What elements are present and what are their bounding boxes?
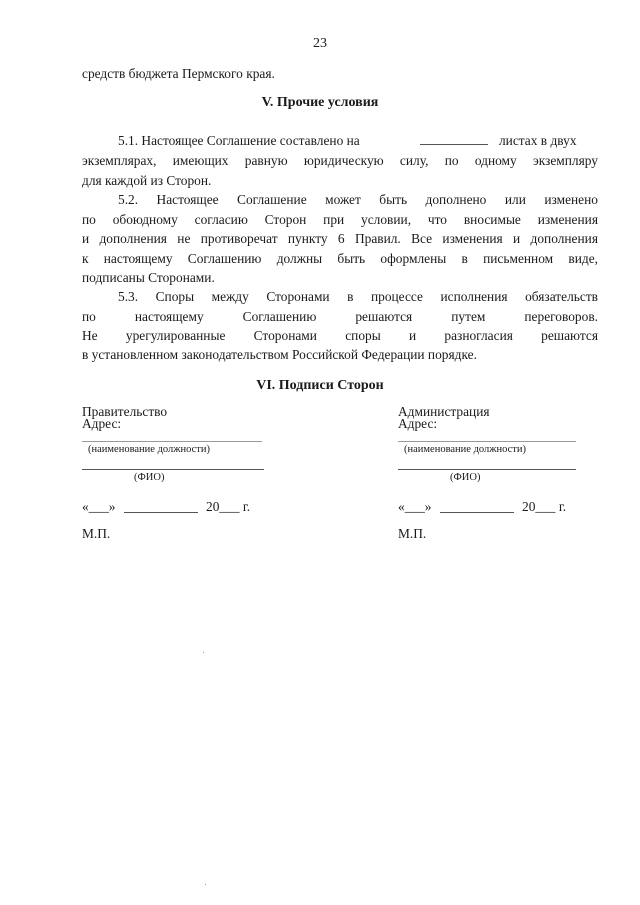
left-date-year: 20___ г. [206,499,251,514]
para-5-1-line-1a: 5.1. Настоящее Соглашение составлено на [118,133,360,148]
para-5-1-line-1b: листах в двух [499,133,577,148]
para-5-2-line-5: подписаны Сторонами. [82,270,215,285]
right-seal: М.П. [398,526,427,541]
scan-speck [205,884,206,885]
left-address-label: Адрес: [82,416,122,431]
right-fio-caption: (ФИО) [450,472,481,483]
right-date-year: 20___ г. [522,499,567,514]
right-position-caption: (наименование должности) [404,444,527,455]
right-date-day: «___» [398,499,432,514]
continuation-text: средств бюджета Пермского края. [82,66,275,81]
right-date-month-line [440,512,514,513]
scan-speck [203,652,204,653]
right-position-line [398,441,576,442]
right-address-label: Адрес: [398,416,438,431]
left-position-caption: (наименование должности) [88,444,211,455]
section-6-title: VI. Подписи Сторон [256,378,384,393]
para-5-2-line-1: 5.2. Настоящее Соглашение может быть дополнено или изменено [118,192,598,207]
left-date-day: «___» [82,499,116,514]
left-fio-line [82,469,264,470]
section-5-title: V. Прочие условия [261,95,379,110]
para-5-1-line-3: для каждой из Сторон. [82,173,212,188]
left-party-name: Правительство [82,404,168,419]
para-5-3-line-1: 5.3. Споры между Сторонами в процессе исполнения обязательств [118,289,598,304]
right-fio-line [398,469,576,470]
para-5-2-line-3: и дополнения не противоречат пункту 6 Правил. Все изменения и дополнения [82,231,598,246]
para-5-2-line-2: по обоюдному согласию Сторон при условии, что вносимые изменения [82,212,598,227]
sheets-count-blank [420,144,488,145]
left-position-line [82,441,262,442]
para-5-1-line-2: экземплярах, имеющих равную юридическую силу, по одному экземпляру [82,153,598,168]
page-number: 23 [313,36,327,51]
left-fio-caption: (ФИО) [134,472,165,483]
left-date-month-line [124,512,198,513]
para-5-2-line-4: к настоящему Соглашению должны быть оформлены в письменном виде, [82,251,598,266]
para-5-3-line-2: по настоящему Соглашению решаются путем переговоров. [82,309,598,324]
right-party-name: Администрация [398,404,490,419]
para-5-3-line-3: Не урегулированные Сторонами споры и разногласия решаются [82,328,598,343]
left-seal: М.П. [82,526,111,541]
para-5-3-line-4: в установленном законодательством Российской Федерации порядке. [82,347,477,362]
